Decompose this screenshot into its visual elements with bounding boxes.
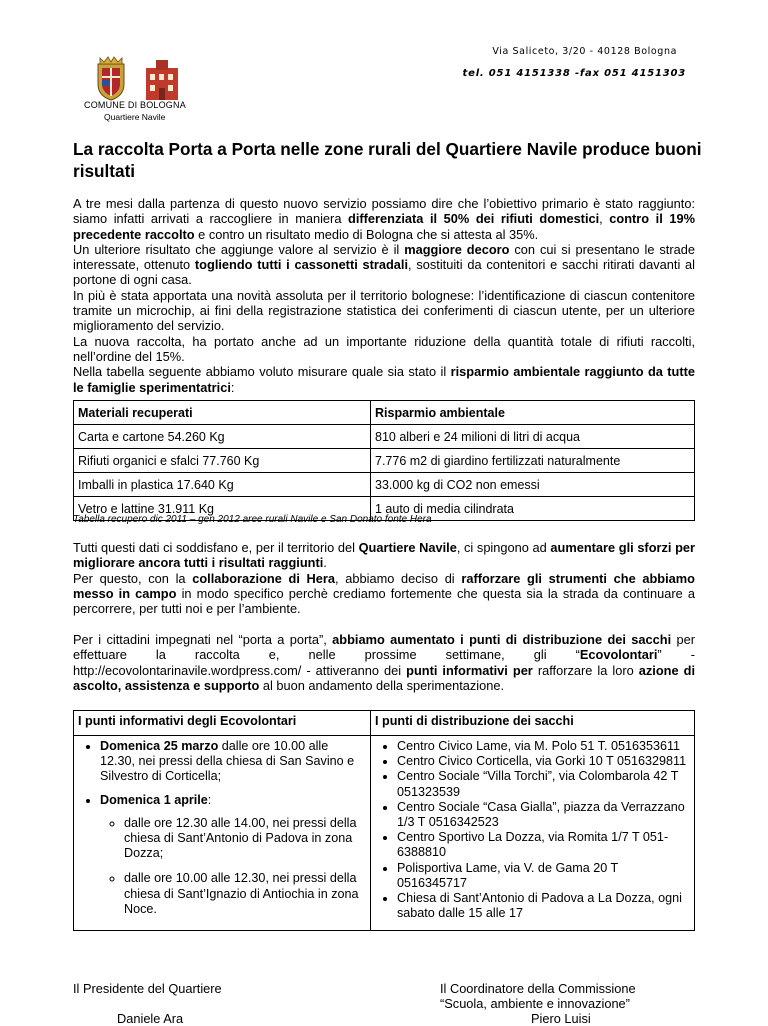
coordinator-name: Piero Luisi	[531, 1011, 591, 1026]
paragraph-5: Nella tabella seguente abbiamo voluto misurare quale sia stato il risparmio ambientale raggiunto da tutte le famiglie sperimentatrici:	[73, 364, 695, 395]
list-item: • Domenica 1 aprile: ◦ dalle ore 12.30 alle 14.00, nei pressi della chiesa di Sant’Antonio di Padova in zona Dozza; ◦ dalle ore 10.00 alle 12.30, nei pressi della chiesa di Sant’Ignazio di Antiochia in zona Noce.	[100, 793, 366, 917]
president-name: Daniele Ara	[117, 1011, 184, 1026]
table-header: I punti di distribuzione dei sacchi	[371, 711, 695, 736]
commission-name: “Scuola, ambiente e innovazione”	[440, 996, 630, 1011]
org-sub: Quartiere Navile	[104, 112, 166, 122]
savings-table	[73, 400, 695, 521]
building-icon	[144, 58, 180, 102]
table-row	[74, 425, 695, 449]
phone-fax: tel. 051 4151338 -fax 051 4151303	[462, 68, 686, 79]
table-caption: Tabella recupero dic 2011 – gen 2012 aree rurali Navile e San Donato fonte Hera	[73, 514, 432, 525]
paragraph-1: A tre mesi dalla partenza di questo nuovo servizio possiamo dire che l’obiettivo primario è stato raggiunto: siamo infatti arrivati a raccogliere in maniera differenziata il 50% dei rifiuti domestici, contro il 19% precedente raccolto e contro un risultato medio di Bologna che si attesta al 35%.	[73, 196, 695, 242]
middle-text	[73, 540, 695, 616]
table-header: I punti informativi degli Ecovolontari	[74, 711, 371, 736]
list-item: • Centro Sociale “Villa Torchi”, via Colombarola 42 T 051323539	[397, 769, 690, 799]
volunteers-text	[73, 632, 695, 693]
table-cell: 1 auto di media cilindrata	[371, 497, 695, 521]
table-header-row	[74, 401, 695, 425]
intro-text	[73, 196, 695, 395]
table-cell: Carta e cartone 54.260 Kg	[74, 425, 371, 449]
coordinator-role: Il Coordinatore della Commissione	[440, 981, 636, 996]
paragraph-3: In più è stata apportata una novità assoluta per il territorio bolognese: l’identificazione di ciascun contenitore tramite un microchip, ai fini della registrazione statistica dei conferimenti di ciascun utente, per un ulteriore miglioramento del servizio.	[73, 287, 695, 334]
paragraph-7: Per questo, con la collaborazione di Hera, abbiamo deciso di rafforzare gli strumenti che abbiamo messo in campo in modo specifico perchè crediamo fortemente che questa sia la strada da continuare a percorrere, per tutti noi e per l’ambiente.	[73, 570, 695, 617]
list-item: ◦ dalle ore 12.30 alle 14.00, nei pressi della chiesa di Sant’Antonio di Padova in zona Dozza;	[124, 816, 366, 862]
list-item: • Chiesa di Sant’Antonio di Padova a La Dozza, ogni sabato dalle 15 alle 17	[397, 891, 690, 921]
org-name: COMUNE DI BOLOGNA	[84, 100, 186, 110]
table-header: Risparmio ambientale	[371, 401, 695, 425]
table-cell: Imballi in plastica 17.640 Kg	[74, 473, 371, 497]
paragraph-2: Un ulteriore risultato che aggiunge valore al servizio è il maggiore decoro con cui si presentano le strade interessate, ottenuto togliendo tutti i cassonetti stradali, sostituiti da contenitori e sacchi ritirati davanti al portone di ogni casa.	[73, 241, 696, 288]
logo	[84, 50, 199, 125]
table-row	[74, 449, 695, 473]
list-item: • Domenica 25 marzo dalle ore 10.00 alle 12.30, nei pressi della chiesa di San Savino e Silvestro di Corticella;	[100, 739, 366, 785]
page-title: La raccolta Porta a Porta nelle zone rurali del Quartiere Navile produce buoni risultati	[73, 139, 702, 181]
list-item: ◦ dalle ore 10.00 alle 12.30, nei pressi della chiesa di Sant’Ignazio di Antiochia in zona Noce.	[124, 871, 366, 917]
paragraph-6: Tutti questi dati ci soddisfano e, per il territorio del Quartiere Navile, ci spingono ad aumentare gli sforzi per migliorare ancora tutti i risultati raggiunti.	[73, 540, 696, 571]
list-item: • Polisportiva Lame, via V. de Gama 20 T 0516345717	[397, 861, 690, 891]
table-cell: Vetro e lattine 31.911 Kg	[74, 497, 371, 521]
table-header: Materiali recuperati	[74, 401, 371, 425]
table-row	[74, 736, 695, 931]
table-header-row	[74, 711, 695, 736]
paragraph-8: Per i cittadini impegnati nel “porta a porta”, abbiamo aumentato i punti di distribuzione dei sacchi per effettuare la raccolta e, nelle prossime settimane, gli “Ecovolontari” - http://ecovolontarinavile.wordpress.com/ - attiveranno dei punti informativi per rafforzare la loro azione di ascolto, assistenza e supporto al buon andamento della sperimentazione.	[73, 632, 695, 693]
list-item: • Centro Sportivo La Dozza, via Romita 1/7 T 051-6388810	[397, 830, 690, 860]
list-item: • Centro Sociale “Casa Gialla”, piazza da Verrazzano 1/3 T 0516342523	[397, 800, 690, 830]
coat-of-arms-icon	[92, 54, 130, 102]
table-cell: 33.000 kg di CO2 non emessi	[371, 473, 695, 497]
table-cell: 7.776 m2 di giardino fertilizzati naturalmente	[371, 449, 695, 473]
table-row	[74, 473, 695, 497]
table-cell: Rifiuti organici e sfalci 77.760 Kg	[74, 449, 371, 473]
distribution-points-cell	[371, 736, 695, 931]
info-points-cell	[74, 736, 371, 931]
list-item: • Centro Civico Lame, via M. Polo 51 T. 0516353611	[397, 739, 690, 754]
paragraph-4: La nuova raccolta, ha portato anche ad un importante riduzione della quantità totale di rifiuti raccolti, nell’ordine del 15%.	[73, 333, 695, 364]
list-item: • Centro Civico Corticella, via Gorki 10 T 0516329811	[397, 754, 690, 769]
address: Via Saliceto, 3/20 - 40128 Bologna	[492, 46, 677, 57]
table-cell: 810 alberi e 24 milioni di litri di acqua	[371, 425, 695, 449]
president-role: Il Presidente del Quartiere	[73, 981, 222, 996]
points-table	[73, 710, 695, 931]
